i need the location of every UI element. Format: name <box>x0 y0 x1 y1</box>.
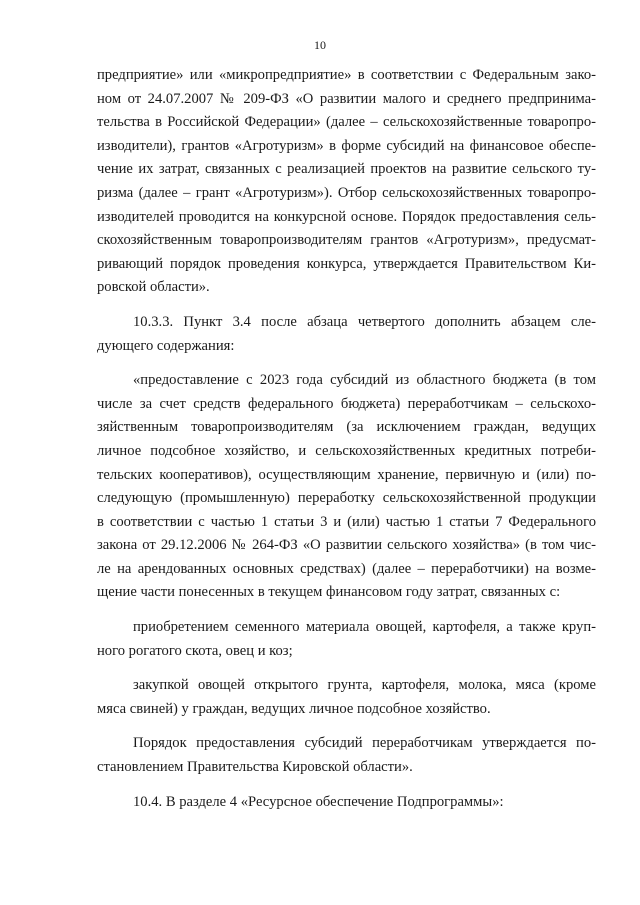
text-line: ном от 24.07.2007 № 209-ФЗ «О развитии малого и среднего предпринима- <box>97 90 596 107</box>
text-line: закупкой овощей открытого грунта, картофеля, молока, мяса (кроме <box>133 677 596 694</box>
text-line: ного рогатого скота, овец и коз; <box>97 642 293 659</box>
text-line: тельства в Российской Федерации» (далее – сельскохозяйственные товаропро- <box>97 114 596 131</box>
text-line: 10.3.3. Пункт 3.4 после абзаца четвертого дополнить абзацем сле- <box>133 313 596 330</box>
paragraph-gap <box>97 605 596 616</box>
paragraph-6 <box>97 732 596 779</box>
text-line: ривающий порядок проведения конкурса, утверждается Правительством Ки- <box>97 255 596 272</box>
paragraph-7 <box>97 791 596 815</box>
text-line: личное подсобное хозяйство, и сельскохозяйственных кредитных потреби- <box>97 442 596 459</box>
paragraph-5 <box>97 674 596 721</box>
paragraph-gap <box>97 300 596 311</box>
text-line: скохозяйственным товаропроизводителям грантов «Агротуризм», предусмат- <box>97 232 596 249</box>
text-line: закона от 29.12.2006 № 264-ФЗ «О развитии сельского хозяйства» (в том чис- <box>97 537 596 554</box>
text-line: изводителей проводится на конкурсной основе. Порядок предоставления сель- <box>97 208 596 225</box>
text-line: зяйственным товаропроизводителям (за исключением граждан, ведущих <box>97 419 596 436</box>
text-line: ровской области». <box>97 279 210 296</box>
paragraph-1 <box>97 64 596 300</box>
text-line: дующего содержания: <box>97 337 235 354</box>
text-line: приобретением семенного материала овощей, картофеля, а также круп- <box>133 619 596 636</box>
paragraph-3 <box>97 369 596 605</box>
text-line: в соответствии с частью 1 статьи 3 и (или) частью 1 статьи 7 Федерального <box>97 513 596 530</box>
text-line: щение части понесенных в текущем финансовом году затрат, связанных с: <box>97 584 561 601</box>
text-line: ризма (далее – грант «Агротуризм»). Отбор сельскохозяйственных товаропро- <box>97 184 596 201</box>
text-line: предприятие» или «микропредприятие» в соответствии с Федеральным зако- <box>97 67 596 83</box>
text-line: 10.4. В разделе 4 «Ресурсное обеспечение Подпрограммы»: <box>133 793 504 810</box>
paragraph-gap <box>97 721 596 732</box>
paragraph-gap <box>97 663 596 674</box>
text-line: тельских кооперативов), осуществляющим хранение, первичную и (или) по- <box>97 466 596 483</box>
text-line: становлением Правительства Кировской области». <box>97 759 413 776</box>
paragraph-gap <box>97 780 596 791</box>
document-body <box>97 64 596 814</box>
text-line: следующую (промышленную) переработку сельскохозяйственной продукции <box>97 490 596 507</box>
text-line: числе за счет средств федерального бюджета) переработчикам – сельскохо- <box>97 395 596 412</box>
page-number: 10 <box>314 38 326 52</box>
paragraph-gap <box>97 358 596 369</box>
text-line: Порядок предоставления субсидий переработчикам утверждается по- <box>133 735 596 752</box>
paragraph-2 <box>97 311 596 358</box>
text-line: чение их затрат, связанных с реализацией проектов на развитие сельского ту- <box>97 161 596 178</box>
text-line: «предоставление с 2023 года субсидий из областного бюджета (в том <box>133 372 596 389</box>
text-line: изводители), грантов «Агротуризм» в форме субсидий на финансовое обеспе- <box>97 137 596 154</box>
text-line: мяса свиней) у граждан, ведущих личное подсобное хозяйство. <box>97 700 491 717</box>
paragraph-4 <box>97 616 596 663</box>
text-line: ле на арендованных основных средствах) (далее – переработчики) на возме- <box>97 560 596 577</box>
